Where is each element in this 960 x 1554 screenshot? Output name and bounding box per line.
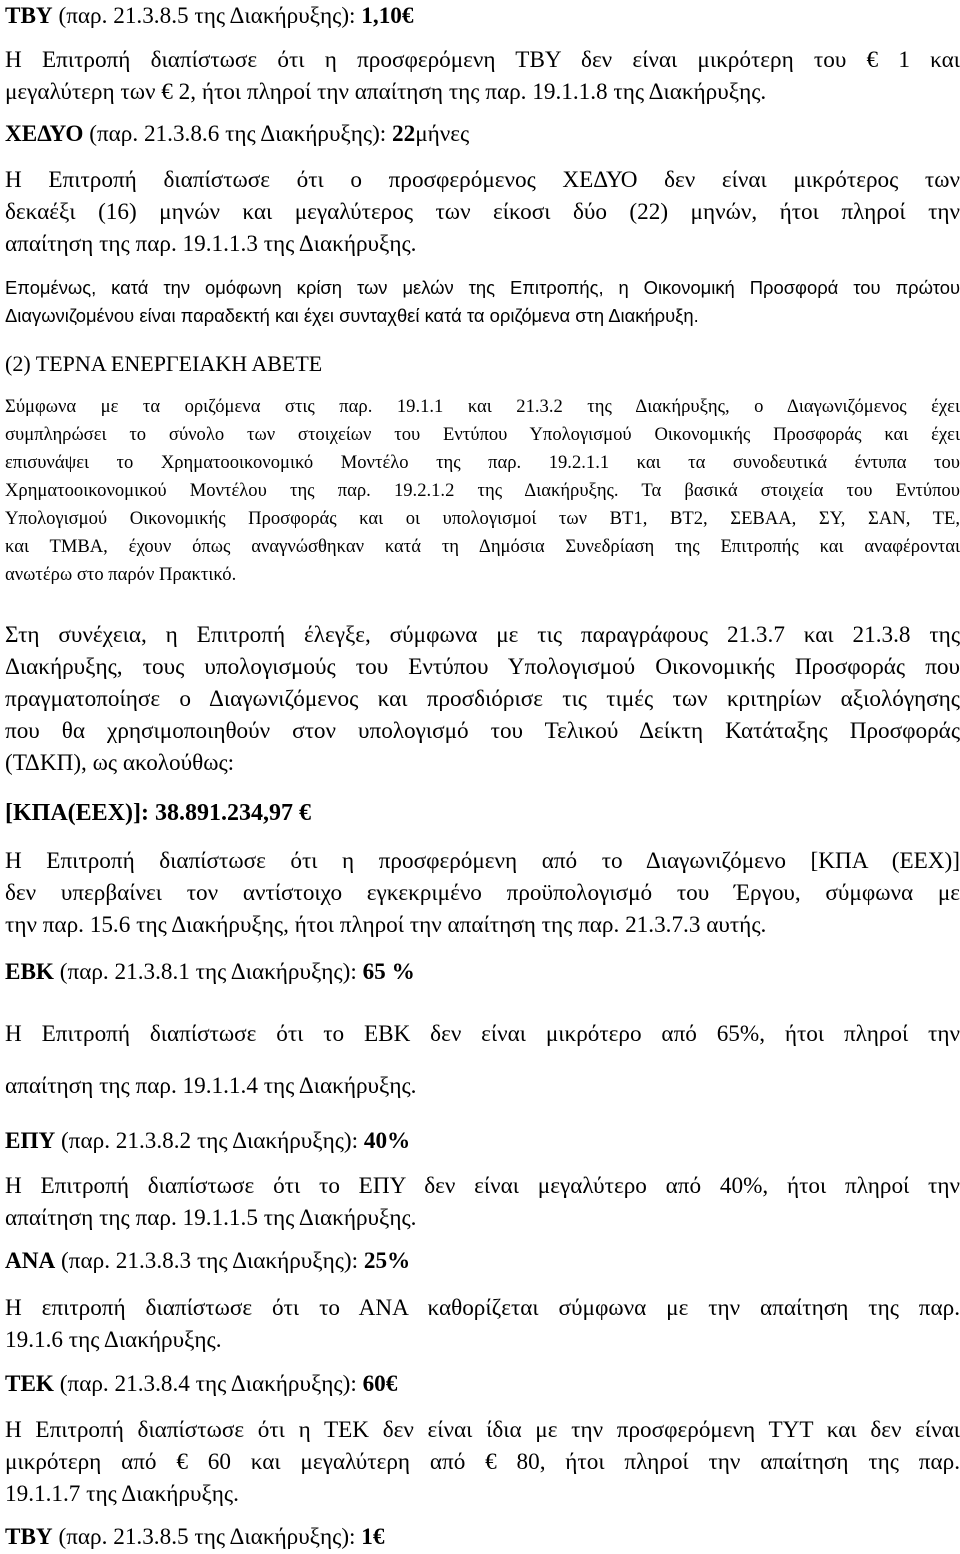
text-line: Η Επιτροπή διαπίστωσε ότι η προσφερόμενη ΤΒΥ δεν είναι μικρότερη του € 1 και bbox=[5, 47, 960, 73]
xedyo-heading bbox=[5, 118, 960, 150]
ebk-heading bbox=[5, 956, 960, 988]
xedyo-paragraph bbox=[5, 164, 960, 260]
section-2-heading bbox=[5, 349, 960, 379]
text-line: Χρηματοοικονομικού Μοντέλου της παρ. 19.2.1.2 της Διακήρυξης. Τα βασικά στοιχεία του Εντύπου bbox=[5, 480, 960, 501]
tby-heading-1-text: ΤΒΥ (παρ. 21.3.8.5 της Διακήρυξης): 1,10€ bbox=[5, 3, 414, 29]
text-line: και ΤΜΒΑ, έχουν όπως αναγνώσθηκαν κατά τη Δημόσια Συνεδρίαση της Επιτροπής και αναφέρονται bbox=[5, 536, 960, 557]
text-line: συμπληρώσει το σύνολο των στοιχείων του Εντύπου Υπολογισμού Οικονομικής Προσφοράς και έχει bbox=[5, 424, 960, 445]
tby-heading-2 bbox=[5, 1521, 960, 1553]
epy-heading bbox=[5, 1125, 960, 1157]
text-line: Η Επιτροπή διαπίστωσε ότι ο προσφερόμενος ΧΕΔΥΟ δεν είναι μικρότερος των bbox=[5, 167, 960, 193]
text-line: 19.1.6 της Διακήρυξης. bbox=[5, 1327, 222, 1353]
text-line: επισυνάψει το Χρηματοοικονομικό Μοντέλο της παρ. 19.2.1.1 και τα συνοδευτικά έντυπα του bbox=[5, 452, 960, 473]
followup-paragraph bbox=[5, 619, 960, 779]
text-line: πραγματοποίησε ο Διαγωνιζόμενος και προσδιόρισε τις τιμές των κριτηρίων αξιολόγησης bbox=[5, 686, 960, 712]
text-line: μικρότερη από € 60 και μεγαλύτερη από € 80, ήτοι πληροί την απαίτηση της παρ. bbox=[5, 1449, 960, 1475]
text-line: Η Επιτροπή διαπίστωσε ότι η ΤΕΚ δεν είναι ίδια με την προσφερόμενη ΤΥΤ και δεν είναι bbox=[5, 1417, 960, 1443]
text-line: (ΤΔΚΠ), ως ακολούθως: bbox=[5, 750, 235, 776]
text-line: που θα χρησιμοποιηθούν στον υπολογισμό του Τελικού Δείκτη Κατάταξης Προσφοράς bbox=[5, 718, 960, 744]
text-line: δεκαέξι (16) μηνών και μεγαλύτερος των είκοσι δύο (22) μηνών, ήτοι πληροί την bbox=[5, 199, 960, 225]
ana-paragraph bbox=[5, 1292, 960, 1356]
kpa-heading-text: [ΚΠΑ(ΕΕΧ)]: 38.891.234,97 € bbox=[5, 800, 311, 826]
text-line: Η Επιτροπή διαπίστωσε ότι η προσφερόμενη από το Διαγωνιζόμενο [ΚΠΑ (ΕΕΧ)] bbox=[5, 848, 960, 874]
text-line: Υπολογισμού Οικονομικής Προσφοράς και οι υπολογισμοί των ΒΤ1, ΒΤ2, ΣΕΒΑΑ, ΣΥ, ΣΑΝ, ΤΕ, bbox=[5, 508, 960, 529]
text-line: Στη συνέχεια, η Επιτροπή έλεγξε, σύμφωνα με τις παραγράφους 21.3.7 και 21.3.8 της bbox=[5, 622, 960, 648]
text-line: απαίτηση της παρ. 19.1.1.5 της Διακήρυξης. bbox=[5, 1205, 417, 1231]
tby-paragraph-1 bbox=[5, 44, 960, 108]
text-line: δεν υπερβαίνει τον αντίστοιχο εγκεκριμένο προϋπολογισμό του Έργου, σύμφωνα με bbox=[5, 880, 960, 906]
section-2-heading-text: (2) ΤΕΡΝΑ ΕΝΕΡΓΕΙΑΚΗ ΑΒΕΤΕ bbox=[5, 351, 323, 376]
epy-paragraph bbox=[5, 1170, 960, 1234]
section-2-paragraph bbox=[5, 393, 960, 589]
text-line: 19.1.1.7 της Διακήρυξης. bbox=[5, 1481, 239, 1507]
text-line: Επομένως, κατά την ομόφωνη κρίση των μελών της Επιτροπής, η Οικονομική Προσφορά του πρώτου bbox=[5, 277, 960, 298]
text-line: μεγαλύτερη των € 2, ήτοι πληροί την απαίτηση της παρ. 19.1.1.8 της Διακήρυξης. bbox=[5, 79, 767, 105]
text-line: Διαγωνιζομένου είναι παραδεκτή και έχει συνταχθεί κατά τα οριζόμενα στη Διακήρυξη. bbox=[5, 305, 699, 326]
ana-heading bbox=[5, 1245, 960, 1277]
tby-heading-1 bbox=[5, 0, 960, 32]
text-line: ανωτέρω στο παρόν Πρακτικό. bbox=[5, 564, 237, 585]
tek-heading-text: ΤΕΚ (παρ. 21.3.8.4 της Διακήρυξης): 60€ bbox=[5, 1371, 398, 1397]
conclusion-paragraph bbox=[5, 274, 960, 330]
text-line: Διακήρυξης, τους υπολογισμούς του Εντύπου Υπολογισμού Οικονομικής Προσφοράς που bbox=[5, 654, 960, 680]
tek-heading bbox=[5, 1368, 960, 1400]
text-line: Η επιτροπή διαπίστωσε ότι το ΑΝΑ καθορίζεται σύμφωνα με την απαίτηση της παρ. bbox=[5, 1295, 960, 1321]
ebk-paragraph bbox=[5, 1018, 960, 1102]
ana-heading-text: ΑΝΑ (παρ. 21.3.8.3 της Διακήρυξης): 25% bbox=[5, 1248, 411, 1274]
kpa-paragraph bbox=[5, 845, 960, 941]
text-line: Η Επιτροπή διαπίστωσε ότι το ΕΒΚ δεν είναι μικρότερο από 65%, ήτοι πληροί την bbox=[5, 1021, 960, 1047]
text-line: Σύμφωνα με τα οριζόμενα στις παρ. 19.1.1 και 21.3.2 της Διακήρυξης, ο Διαγωνιζόμενος έχει bbox=[5, 396, 960, 417]
text-line: απαίτηση της παρ. 19.1.1.4 της Διακήρυξης. bbox=[5, 1073, 417, 1099]
text-line: την παρ. 15.6 της Διακήρυξης, ήτοι πληροί την απαίτηση της παρ. 21.3.7.3 αυτής. bbox=[5, 912, 767, 938]
tek-paragraph bbox=[5, 1414, 960, 1510]
xedyo-heading-text: ΧΕΔΥΟ (παρ. 21.3.8.6 της Διακήρυξης): 22μήνες bbox=[5, 121, 470, 147]
text-line: απαίτηση της παρ. 19.1.1.3 της Διακήρυξης. bbox=[5, 231, 417, 257]
epy-heading-text: ΕΠΥ (παρ. 21.3.8.2 της Διακήρυξης): 40% bbox=[5, 1128, 411, 1154]
kpa-heading bbox=[5, 797, 960, 829]
tby-heading-2-text: ΤΒΥ (παρ. 21.3.8.5 της Διακήρυξης): 1€ bbox=[5, 1524, 385, 1550]
text-line: Η Επιτροπή διαπίστωσε ότι το ΕΠΥ δεν είναι μεγαλύτερο από 40%, ήτοι πληροί την bbox=[5, 1173, 960, 1199]
ebk-heading-text: ΕΒΚ (παρ. 21.3.8.1 της Διακήρυξης): 65 % bbox=[5, 959, 415, 985]
